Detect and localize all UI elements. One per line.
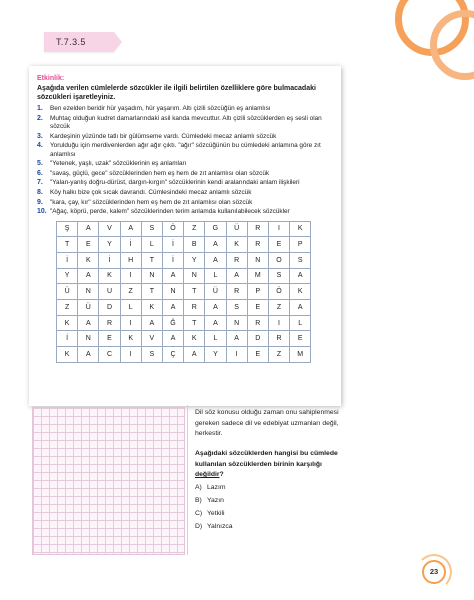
grid-row	[57, 315, 311, 331]
grid-cell[interactable]: S	[268, 268, 289, 284]
grid-cell[interactable]: Ü	[226, 221, 247, 237]
grid-cell[interactable]: Ğ	[162, 315, 183, 331]
activity-instruction: Aşağıda verilen cümlelerde sözcükler ile ilgili belirtilen özelliklere göre bulmacadaki sözcükleri işaretleyiniz.	[37, 85, 316, 101]
grid-cell[interactable]: Z	[268, 347, 289, 363]
option-letter: D)	[195, 523, 203, 530]
grid-cell[interactable]: E	[268, 237, 289, 253]
grid-cell[interactable]: N	[78, 331, 99, 347]
item-text: Köy halkı bize çok sıcak davrandı. Cümlesindeki mecaz anlamlı sözcük	[50, 188, 252, 196]
item-text: "Yalan-yanlış doğru-dürüst, dargın-kırgın" sözcüklerinin kendi aralarındaki anlam ilişkileri	[50, 179, 300, 187]
grid-cell[interactable]: N	[247, 252, 268, 268]
grid-cell[interactable]: R	[268, 331, 289, 347]
grid-cell[interactable]: R	[184, 300, 205, 316]
page-number: 23	[422, 560, 446, 584]
grid-cell[interactable]: A	[290, 300, 311, 316]
question-mark: ?	[219, 471, 224, 478]
grid-cell[interactable]: T	[184, 315, 205, 331]
grid-cell[interactable]: I	[120, 315, 141, 331]
grid-cell[interactable]: R	[247, 315, 268, 331]
option-letter: C)	[195, 510, 203, 517]
grid-cell[interactable]: I	[226, 347, 247, 363]
option-letter: B)	[195, 497, 202, 504]
grid-cell[interactable]: S	[141, 221, 162, 237]
divider	[187, 405, 188, 555]
item-text: Muhtaç olduğun kudret damarlarındaki asil kanda mevcuttur. Altı çizili sözcüklerden eş sesli olan sözcük	[50, 114, 322, 130]
grid-cell[interactable]: K	[57, 347, 78, 363]
grid-cell[interactable]: C	[99, 347, 120, 363]
grid-cell[interactable]: Ö	[268, 284, 289, 300]
grid-cell[interactable]: K	[57, 315, 78, 331]
grid-cell[interactable]: A	[78, 315, 99, 331]
grid-cell[interactable]: K	[290, 284, 311, 300]
grid-cell[interactable]: İ	[57, 252, 78, 268]
grid-cell[interactable]: S	[226, 300, 247, 316]
grid-cell[interactable]: A	[205, 300, 226, 316]
grid-cell[interactable]: L	[120, 300, 141, 316]
activity-item	[37, 160, 333, 168]
activity-item	[37, 142, 333, 159]
item-number: 2.	[37, 114, 43, 122]
item-number: 9.	[37, 198, 43, 206]
grid-cell[interactable]: K	[290, 221, 311, 237]
grid-cell[interactable]: E	[99, 331, 120, 347]
item-text: "Yetenek, yaşlı, uzak" sözcüklerinin eş anlamları	[50, 160, 187, 168]
grid-row	[57, 237, 311, 253]
question-prompt	[195, 449, 341, 481]
grid-cell[interactable]: Y	[184, 252, 205, 268]
grid-cell[interactable]: N	[78, 284, 99, 300]
grid-cell[interactable]: K	[120, 331, 141, 347]
grid-cell[interactable]: V	[99, 221, 120, 237]
answer-options	[195, 481, 233, 533]
grid-cell[interactable]: İ	[99, 252, 120, 268]
word-search-grid	[56, 221, 311, 363]
grid-cell[interactable]: K	[78, 252, 99, 268]
grid-cell[interactable]: A	[162, 300, 183, 316]
grid-cell[interactable]: İ	[162, 252, 183, 268]
grid-cell[interactable]: İ	[57, 331, 78, 347]
grid-cell[interactable]: U	[99, 284, 120, 300]
item-number: 8.	[37, 188, 43, 196]
grid-cell[interactable]: A	[78, 268, 99, 284]
grid-cell[interactable]: N	[184, 268, 205, 284]
grid-cell[interactable]: Ö	[162, 221, 183, 237]
grid-row	[57, 221, 311, 237]
grid-row	[57, 331, 311, 347]
activity-title: Etkinlik:	[37, 75, 65, 82]
option-text: Yazın	[207, 497, 224, 504]
grid-cell[interactable]: A	[78, 347, 99, 363]
grid-cell[interactable]: A	[78, 221, 99, 237]
grid-cell[interactable]: A	[205, 237, 226, 253]
grid-cell[interactable]: Ü	[78, 300, 99, 316]
activity-card	[29, 66, 341, 406]
question-passage: Dil söz konusu olduğu zaman onu sahiplenmesi gereken sadece dil ve edebiyat uzmanları değil, herkestir.	[195, 409, 339, 438]
item-text: Yorulduğu için merdivenlerden ağır ağır çıktı. "ağır" sözcüğünün bu cümledeki anlamına göre zıt anlamlısı	[50, 142, 321, 158]
grid-cell[interactable]: İ	[162, 237, 183, 253]
grid-cell[interactable]: G	[205, 221, 226, 237]
grid-row	[57, 300, 311, 316]
item-number: 6.	[37, 169, 43, 177]
grid-cell[interactable]: K	[99, 268, 120, 284]
item-text: "savaş, güçlü, gece" sözcüklerinden hem eş hem de zıt anlamlısı olan sözcük	[50, 169, 270, 177]
grid-cell[interactable]: D	[247, 331, 268, 347]
grid-cell[interactable]: S	[290, 252, 311, 268]
grid-cell[interactable]: K	[141, 300, 162, 316]
activity-item-list	[37, 105, 333, 217]
grid-row	[57, 268, 311, 284]
grid-cell[interactable]: E	[290, 331, 311, 347]
grid-cell[interactable]: O	[268, 252, 289, 268]
activity-item	[37, 179, 333, 187]
grid-cell[interactable]: Y	[205, 347, 226, 363]
grid-cell[interactable]: H	[120, 252, 141, 268]
grid-cell[interactable]: T	[57, 237, 78, 253]
question-box	[29, 405, 337, 555]
grid-cell[interactable]: Z	[120, 284, 141, 300]
answer-option[interactable]	[195, 507, 233, 520]
option-text: Yalnızca	[207, 523, 233, 530]
objective-code-tab: T.7.3.5	[44, 32, 114, 52]
grid-cell[interactable]: L	[205, 331, 226, 347]
grid-cell[interactable]: Y	[99, 237, 120, 253]
grid-cell[interactable]: P	[247, 284, 268, 300]
grid-cell[interactable]: L	[141, 237, 162, 253]
grid-cell[interactable]: Y	[57, 268, 78, 284]
grid-cell[interactable]: D	[99, 300, 120, 316]
grid-cell[interactable]: I	[120, 347, 141, 363]
grid-cell[interactable]: M	[247, 268, 268, 284]
grid-cell[interactable]: A	[226, 331, 247, 347]
grid-cell[interactable]: S	[141, 347, 162, 363]
grid-cell[interactable]: R	[247, 237, 268, 253]
grid-cell[interactable]: A	[120, 221, 141, 237]
grid-cell[interactable]: A	[290, 268, 311, 284]
grid-cell[interactable]: A	[141, 315, 162, 331]
activity-item	[37, 199, 333, 207]
answer-area-grid	[32, 407, 185, 555]
grid-cell[interactable]: K	[184, 331, 205, 347]
grid-cell[interactable]: A	[226, 268, 247, 284]
grid-cell[interactable]: A	[162, 268, 183, 284]
grid-row	[57, 284, 311, 300]
item-text: "kara, çay, kır" sözcüklerinden hem eş hem de zıt anlamlısı olan sözcük	[50, 198, 253, 206]
grid-cell[interactable]: N	[162, 284, 183, 300]
grid-cell[interactable]: A	[205, 315, 226, 331]
grid-cell[interactable]: Ü	[57, 284, 78, 300]
answer-option[interactable]	[195, 520, 233, 533]
grid-cell[interactable]: Z	[184, 221, 205, 237]
grid-cell[interactable]: R	[226, 284, 247, 300]
grid-cell[interactable]: M	[290, 347, 311, 363]
activity-item	[37, 115, 333, 132]
grid-cell[interactable]: P	[290, 237, 311, 253]
grid-cell[interactable]: A	[205, 252, 226, 268]
grid-cell[interactable]: E	[247, 347, 268, 363]
item-number: 3.	[37, 132, 43, 140]
activity-item	[37, 170, 333, 178]
grid-cell[interactable]: R	[247, 221, 268, 237]
grid-cell[interactable]: N	[226, 315, 247, 331]
grid-cell[interactable]: I	[120, 268, 141, 284]
grid-cell[interactable]: T	[141, 252, 162, 268]
item-number: 7.	[37, 179, 43, 187]
grid-cell[interactable]: N	[141, 268, 162, 284]
option-letter: A)	[195, 484, 202, 491]
item-number: 1.	[37, 105, 43, 112]
activity-item	[37, 208, 333, 216]
item-text: "Ağaç, köprü, perde, kalem" sözcüklerinden terim anlamda kullanılabilecek sözcükler	[50, 208, 290, 216]
question-prompt-text: Aşağıdaki sözcüklerden hangisi bu cümlede kullanılan sözcüklerden birinin karşılığı	[195, 450, 338, 468]
option-text: Lazım	[207, 484, 226, 491]
grid-cell[interactable]: V	[141, 331, 162, 347]
item-text: Kardeşinin yüzünde tatlı bir gülümseme vardı. Cümledeki mecaz anlamlı sözcük	[50, 132, 277, 140]
grid-cell[interactable]: L	[290, 315, 311, 331]
grid-cell[interactable]: İ	[120, 237, 141, 253]
item-number: 5.	[37, 160, 43, 168]
activity-item	[37, 105, 333, 113]
activity-item	[37, 189, 333, 197]
grid-cell[interactable]: R	[99, 315, 120, 331]
question-negative-word: değildir	[195, 471, 220, 478]
answer-option[interactable]	[195, 494, 233, 507]
grid-cell[interactable]: Ü	[205, 284, 226, 300]
grid-cell[interactable]: I	[268, 315, 289, 331]
grid-row	[57, 347, 311, 363]
item-number: 10.	[37, 208, 47, 216]
item-text: Ben ezelden beridir hür yaşadım, hür yaşarım. Altı çizili sözcüğün eş anlamlısı	[50, 105, 271, 112]
grid-cell[interactable]: L	[205, 268, 226, 284]
grid-cell[interactable]: T	[141, 284, 162, 300]
grid-cell[interactable]: R	[226, 252, 247, 268]
grid-row	[57, 252, 311, 268]
grid-cell[interactable]: Z	[268, 300, 289, 316]
grid-cell[interactable]: K	[226, 237, 247, 253]
answer-option[interactable]	[195, 481, 233, 494]
grid-cell[interactable]: Ş	[57, 221, 78, 237]
activity-item	[37, 133, 333, 141]
grid-cell[interactable]: Z	[57, 300, 78, 316]
item-number: 4.	[37, 142, 43, 150]
grid-cell[interactable]: A	[184, 347, 205, 363]
grid-cell[interactable]: Ç	[162, 347, 183, 363]
grid-cell[interactable]: I	[268, 221, 289, 237]
grid-cell[interactable]: A	[162, 331, 183, 347]
grid-cell[interactable]: E	[247, 300, 268, 316]
grid-cell[interactable]: B	[184, 237, 205, 253]
option-text: Yetkili	[207, 510, 225, 517]
grid-cell[interactable]: E	[78, 237, 99, 253]
grid-cell[interactable]: T	[184, 284, 205, 300]
